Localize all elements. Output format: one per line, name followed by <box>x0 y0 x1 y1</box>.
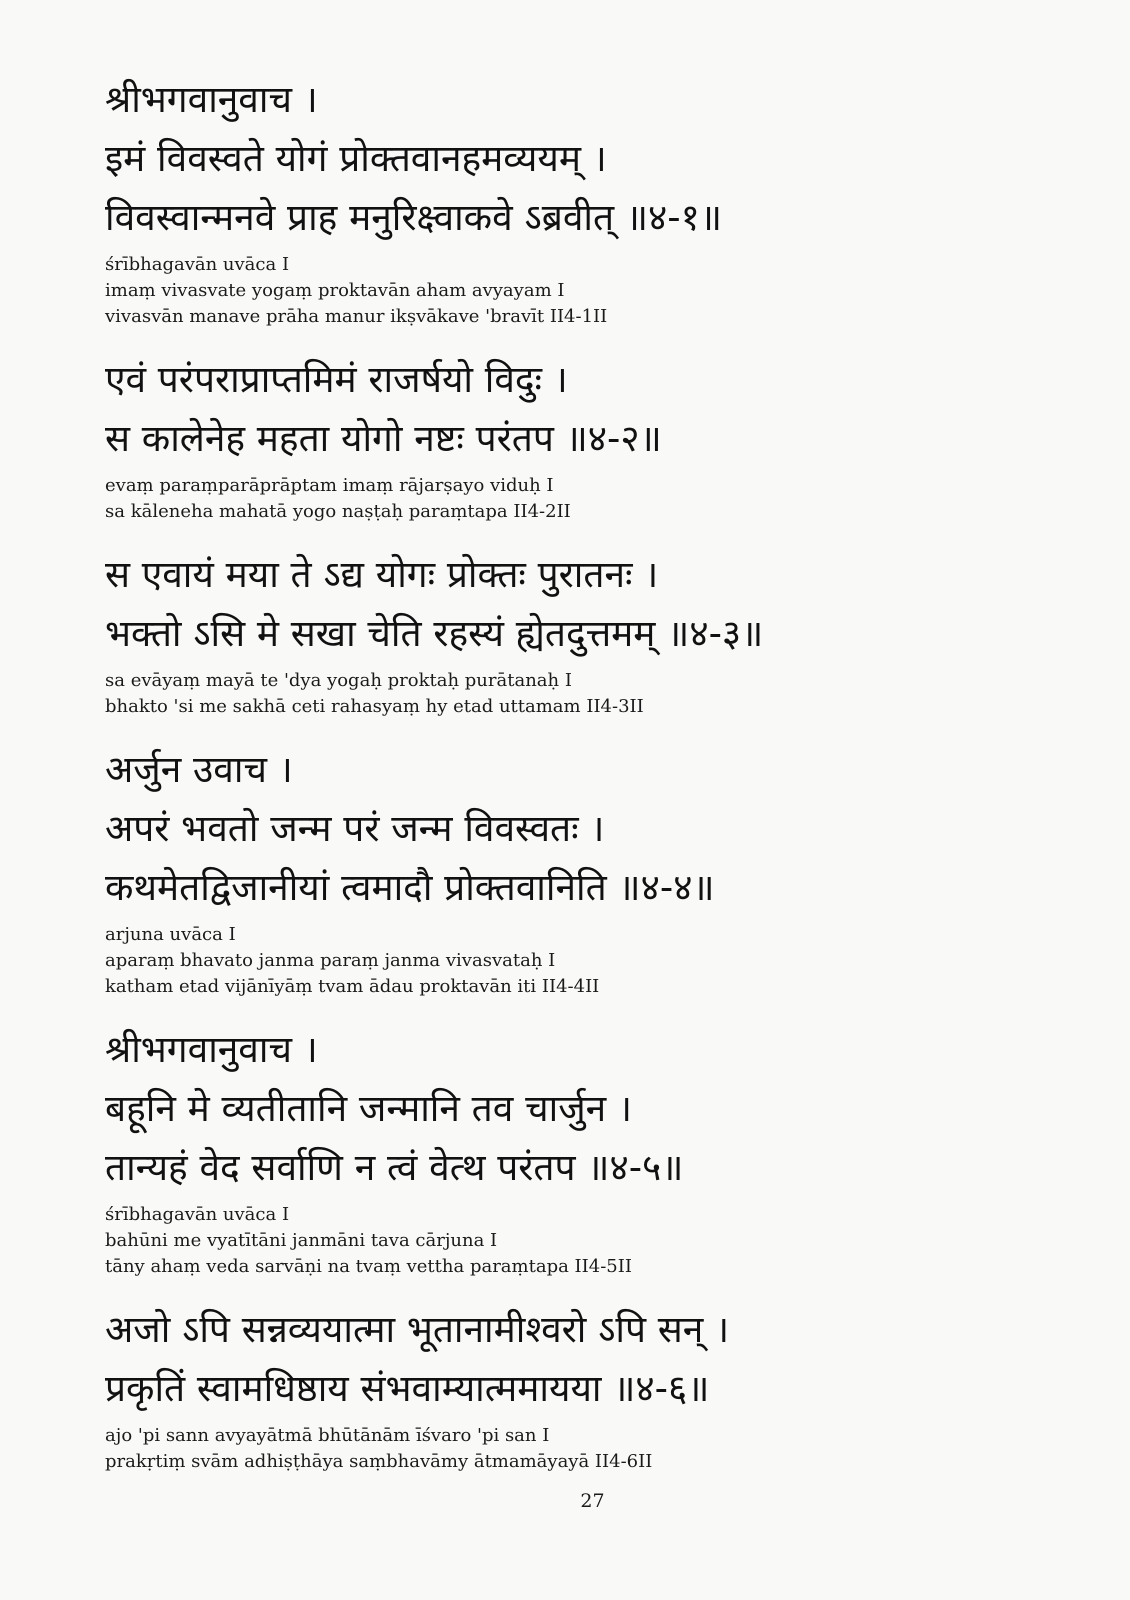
devanagari-line: श्रीभगवानुवाच । <box>105 1028 318 1071</box>
transliteration-line: śrībhagavān uvāca I <box>105 1204 290 1225</box>
sanskrit-text <box>105 70 1055 247</box>
page-number: 27 <box>580 1490 605 1512</box>
devanagari-line: विवस्वान्मनवे प्राह मनुरिक्ष्वाकवे ऽब्रवीत् ॥४-१॥ <box>105 196 722 239</box>
devanagari-line: अर्जुन उवाच । <box>105 748 293 791</box>
transliteration-line: sa evāyaṃ mayā te 'dya yogaḥ proktaḥ purātanaḥ I <box>105 670 572 691</box>
transliteration-line: katham etad vijānīyāṃ tvam ādau proktavān iti II4-4II <box>105 976 600 997</box>
transliteration-line: tāny ahaṃ veda sarvāṇi na tvaṃ vettha paraṃtapa II4-5II <box>105 1256 632 1277</box>
transliteration-line: evaṃ paraṃparāprāptam imaṃ rājarṣayo viduḥ I <box>105 475 554 496</box>
devanagari-line: भक्तो ऽसि मे सखा चेति रहस्यं ह्येतदुत्तमम् ॥४-३॥ <box>105 612 764 655</box>
transliteration <box>105 252 1055 330</box>
verse-block <box>105 350 1055 525</box>
devanagari-line: कथमेतद्विजानीयां त्वमादौ प्रोक्तवानिति ॥४-४॥ <box>105 866 715 909</box>
verse-block <box>105 545 1055 720</box>
devanagari-line: स एवायं मया ते ऽद्य योगः प्रोक्तः पुरातनः । <box>105 553 659 596</box>
devanagari-line: तान्यहं वेद सर्वाणि न त्वं वेत्थ परंतप ॥४-५॥ <box>105 1146 684 1189</box>
page-body <box>105 70 1055 1495</box>
verse-block <box>105 70 1055 330</box>
transliteration-line: bhakto 'si me sakhā ceti rahasyaṃ hy etad uttamam II4-3II <box>105 696 644 717</box>
devanagari-line: बहूनि मे व्यतीतानि जन्मानि तव चार्जुन । <box>105 1087 632 1130</box>
transliteration-line: arjuna uvāca I <box>105 924 236 945</box>
devanagari-line: प्रकृतिं स्वामधिष्ठाय संभवाम्यात्ममायया ॥४-६॥ <box>105 1367 710 1410</box>
devanagari-line: श्रीभगवानुवाच । <box>105 78 318 121</box>
verse-block <box>105 1300 1055 1475</box>
devanagari-line: अपरं भवतो जन्म परं जन्म विवस्वतः । <box>105 807 605 850</box>
devanagari-line: इमं विवस्वते योगं प्रोक्तवानहमव्ययम् । <box>105 137 607 180</box>
sanskrit-text <box>105 350 1055 468</box>
devanagari-line: एवं परंपराप्राप्तमिमं राजर्षयो विदुः । <box>105 358 568 401</box>
verse-block <box>105 1020 1055 1280</box>
devanagari-line: अजो ऽपि सन्नव्ययात्मा भूतानामीश्वरो ऽपि सन् । <box>105 1308 730 1351</box>
transliteration <box>105 1202 1055 1280</box>
transliteration <box>105 922 1055 1000</box>
verse-block <box>105 740 1055 1000</box>
transliteration-line: aparaṃ bhavato janma paraṃ janma vivasvataḥ I <box>105 950 556 971</box>
transliteration-line: vivasvān manave prāha manur ikṣvākave 'bravīt II4-1II <box>105 306 608 327</box>
transliteration-line: imaṃ vivasvate yogaṃ proktavān aham avyayam I <box>105 280 565 301</box>
sanskrit-text <box>105 740 1055 917</box>
transliteration-line: sa kāleneha mahatā yogo naṣṭaḥ paraṃtapa II4-2II <box>105 501 571 522</box>
transliteration <box>105 1423 1055 1475</box>
transliteration <box>105 473 1055 525</box>
transliteration <box>105 668 1055 720</box>
transliteration-line: śrībhagavān uvāca I <box>105 254 290 275</box>
transliteration-line: prakṛtiṃ svām adhiṣṭhāya saṃbhavāmy ātmamāyayā II4-6II <box>105 1451 653 1472</box>
transliteration-line: ajo 'pi sann avyayātmā bhūtānām īśvaro 'pi san I <box>105 1425 550 1446</box>
sanskrit-text <box>105 1300 1055 1418</box>
sanskrit-text <box>105 545 1055 663</box>
transliteration-line: bahūni me vyatītāni janmāni tava cārjuna I <box>105 1230 498 1251</box>
sanskrit-text <box>105 1020 1055 1197</box>
devanagari-line: स कालेनेह महता योगो नष्टः परंतप ॥४-२॥ <box>105 417 662 460</box>
